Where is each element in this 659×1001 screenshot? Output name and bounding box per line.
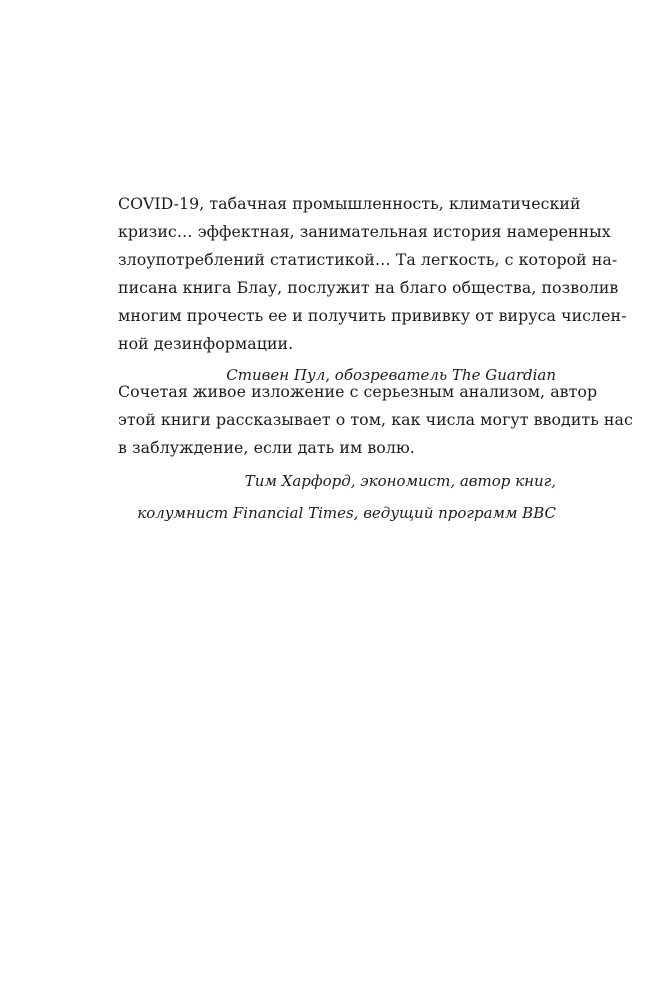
blurb-stephen-poole xyxy=(118,190,627,388)
quote-line: многим прочесть ее и получить прививку от вируса числен- xyxy=(118,306,627,325)
blurb-quote xyxy=(118,190,627,358)
blurb-attribution: колумнист Financial Times, ведущий программ BBC xyxy=(137,504,556,522)
quote-line: писана книга Блау, послужит на благо общества, позволив xyxy=(118,278,619,297)
quote-line: этой книги рассказывает о том, как числа могут вводить нас xyxy=(118,410,633,429)
quote-line: в заблуждение, если дать им волю. xyxy=(118,438,415,457)
quote-line: COVID-19, табачная промышленность, климатический xyxy=(118,194,581,213)
blurb-quote xyxy=(118,378,633,462)
blurb-tim-harford xyxy=(118,378,633,526)
quote-line: кризис… эффектная, занимательная история намеренных xyxy=(118,222,611,241)
quote-line: ной дезинформации. xyxy=(118,334,294,353)
quote-line: злоупотреблений статистикой… Та легкость, с которой на- xyxy=(118,250,618,269)
quote-line: Сочетая живое изложение с серьезным анализом, автор xyxy=(118,382,598,401)
blurb-attribution: Стивен Пул, обозреватель The Guardian xyxy=(226,366,556,384)
blurb-attribution: Тим Харфорд, экономист, автор книг, xyxy=(244,472,556,490)
